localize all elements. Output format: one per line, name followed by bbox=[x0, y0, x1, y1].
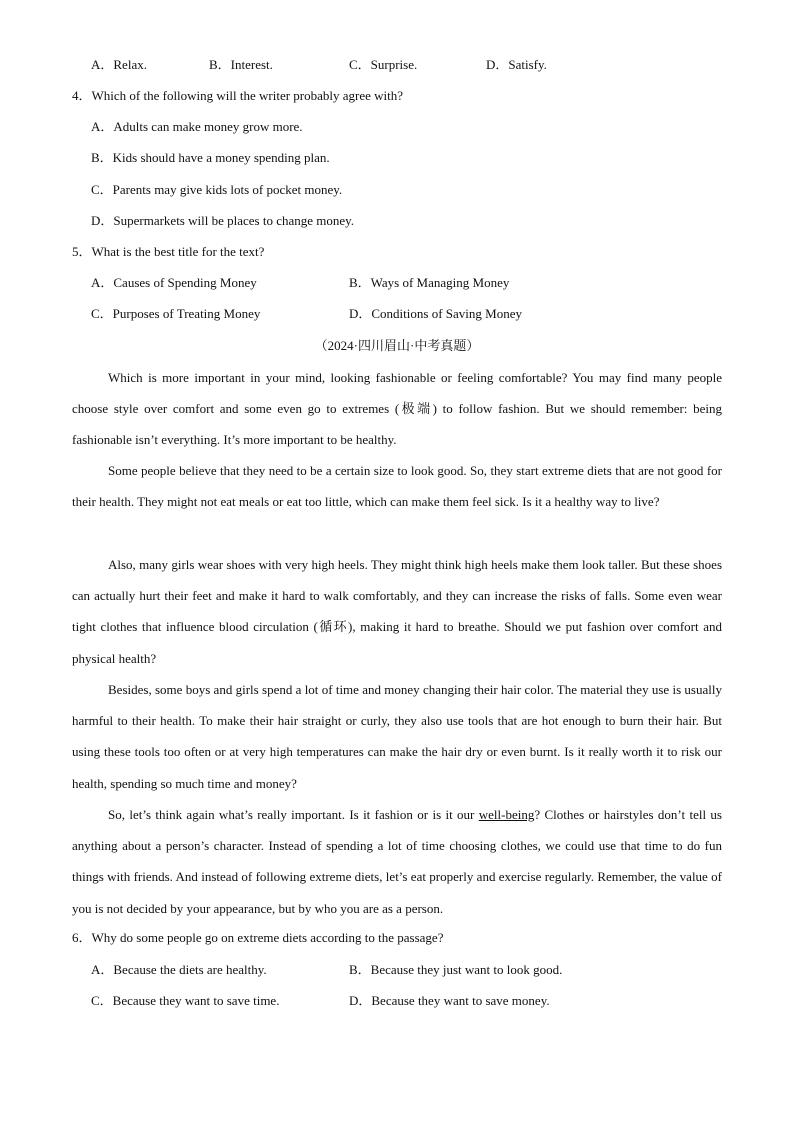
passage-paragraph-5 bbox=[72, 799, 722, 924]
q5-options-row2 bbox=[0, 305, 794, 323]
q4-option-c: C．Parents may give kids lots of pocket money. bbox=[91, 182, 343, 197]
q5-option-b: B．Ways of Managing Money bbox=[349, 275, 510, 290]
q6-options-row2 bbox=[0, 992, 794, 1010]
q3-option-c: C．Surprise. bbox=[349, 57, 418, 72]
q3-option-a: A．Relax. bbox=[91, 57, 147, 72]
q6-question: 6．Why do some people go on extreme diets according to the passage? bbox=[72, 930, 444, 945]
passage-paragraph-3: Also, many girls wear shoes with very high heels. They might think high heels make them look taller. But these shoes can actually hurt their feet and make it hard to walk comfortably, and they can increase the risks of falls. Some even wear tight clothes that influence blood circulation (循环), making it hard to breathe. Should we put fashion over comfort and physical health? bbox=[72, 557, 722, 666]
q4-question: 4．Which of the following will the writer probably agree with? bbox=[72, 88, 404, 103]
q5-option-c: C．Purposes of Treating Money bbox=[91, 306, 261, 321]
q6-option-c: C．Because they want to save time. bbox=[91, 993, 280, 1008]
passage-paragraph-4: Besides, some boys and girls spend a lot of time and money changing their hair color. The material they use is usually harmful to their health. To make their hair straight or curly, they also use tools that are hot enough to burn their hair. But using these tools too often or at very high temperatures can make the hair dry or even burnt. Is it really worth it to risk our health, spending so much time and money? bbox=[72, 682, 722, 791]
passage-paragraph-1: Which is more important in your mind, looking fashionable or feeling comfortable? You may find many people choose style over comfort and some even go to extremes (极端) to follow fashion. But we should remember: being fashionable isn’t everything. It’s more important to be healthy. bbox=[72, 370, 722, 448]
q5-question: 5．What is the best title for the text? bbox=[72, 244, 265, 259]
q6-option-b: B．Because they just want to look good. bbox=[349, 962, 563, 977]
q4-option-b: B．Kids should have a money spending plan. bbox=[91, 150, 330, 165]
q3-options bbox=[0, 56, 794, 74]
source-label: （2024·四川眉山·中考真题） bbox=[314, 338, 480, 353]
passage-paragraph-2: Some people believe that they need to be a certain size to look good. So, they start extreme diets that are not good for their health. They might not eat meals or eat too little, which can make them feel sick. Is it a healthy way to live? bbox=[72, 463, 722, 510]
q3-option-b: B．Interest. bbox=[209, 57, 273, 72]
q5-options-row1 bbox=[0, 274, 794, 292]
q5-option-a: A．Causes of Spending Money bbox=[91, 275, 257, 290]
well-being-underlined: well-being bbox=[478, 807, 535, 822]
q4-option-d: D．Supermarkets will be places to change money. bbox=[91, 213, 355, 228]
q3-option-d: D．Satisfy. bbox=[486, 57, 547, 72]
p5-text-before: So, let’s think again what’s really important. Is it fashion or is it our bbox=[108, 807, 479, 822]
p5-text-after: ? Clothes or hairstyles don’t tell us anything about a person’s character. Instead of spending a lot of time choosing clothes, we could use that time to do fun things with friends. And instead of following extreme diets, let’s eat properly and exercise regularly. Remember, the value of you is not decided by your appearance, but by who you are as a person. bbox=[72, 807, 722, 916]
q4-option-a: A．Adults can make money grow more. bbox=[91, 119, 303, 134]
q6-option-d: D．Because they want to save money. bbox=[349, 993, 550, 1008]
q6-options-row1 bbox=[0, 961, 794, 979]
q6-option-a: A．Because the diets are healthy. bbox=[91, 962, 267, 977]
q5-option-d: D．Conditions of Saving Money bbox=[349, 306, 522, 321]
